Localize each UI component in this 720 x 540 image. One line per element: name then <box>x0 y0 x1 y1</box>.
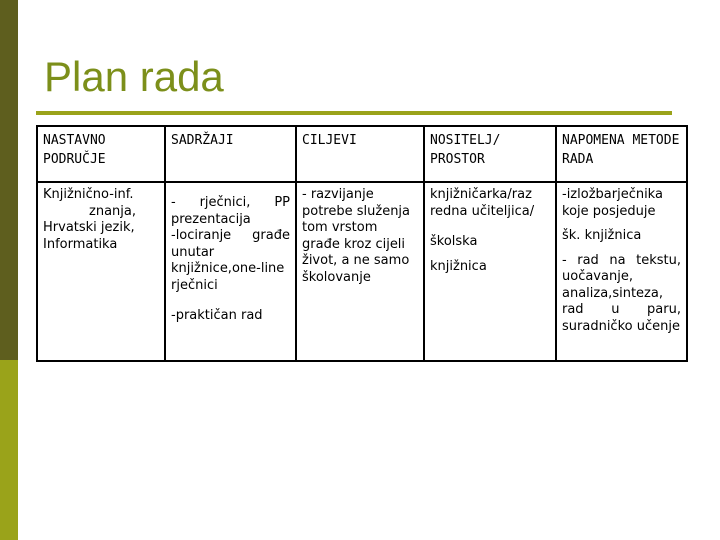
side-bar-decoration-top <box>0 0 18 360</box>
napomena-item: - rad na tekstu, uočavanje, analiza,sinteza, rad u paru, suradničko učenje <box>562 252 681 334</box>
side-bar-decoration-bottom <box>0 360 18 540</box>
cell-napomena <box>556 182 687 361</box>
nositelj-line: knjižničarka/raz redna učiteljica/ <box>430 187 535 219</box>
title-divider <box>36 111 672 115</box>
podrucje-line: Hrvatski jezik, <box>43 220 135 235</box>
sadrzaji-item: -praktičan rad <box>171 308 263 323</box>
sadrzaji-item: -lociranje građe unutar knjižnice,one-line rječnici <box>171 228 290 293</box>
podrucje-line: Knjižnično-inf. <box>43 187 134 202</box>
header-sadrzaji: SADRŽAJI <box>165 126 296 182</box>
nositelj-line: knjižnica <box>430 258 487 274</box>
header-napomena-metode: NAPOMENA METODE RADA <box>556 126 687 182</box>
napomena-item: šk. knjižnica <box>562 228 642 243</box>
table-header-row <box>37 126 687 182</box>
podrucje-line: znanja, <box>89 203 136 219</box>
cell-ciljevi: - razvijanje potrebe služenja tom vrstom građe kroz cijeli život, a ne samo školovanje <box>296 182 424 361</box>
table-row <box>37 182 687 361</box>
plan-table <box>36 125 688 362</box>
sadrzaji-item: - rječnici, PP prezentacija <box>171 195 290 227</box>
nositelj-line: školska <box>430 234 478 249</box>
napomena-item: -izložbarječnika koje posjeduje <box>562 187 663 219</box>
cell-sadrzaji <box>165 182 296 361</box>
header-nositelj-prostor: NOSITELJ/ PROSTOR <box>424 126 556 182</box>
cell-podrucje <box>37 182 165 361</box>
page-title: Plan rada <box>44 53 224 100</box>
cell-nositelj <box>424 182 556 361</box>
podrucje-line: Informatika <box>43 236 118 252</box>
header-nastavno-podrucje: NASTAVNO PODRUČJE <box>37 126 165 182</box>
header-ciljevi: CILJEVI <box>296 126 424 182</box>
